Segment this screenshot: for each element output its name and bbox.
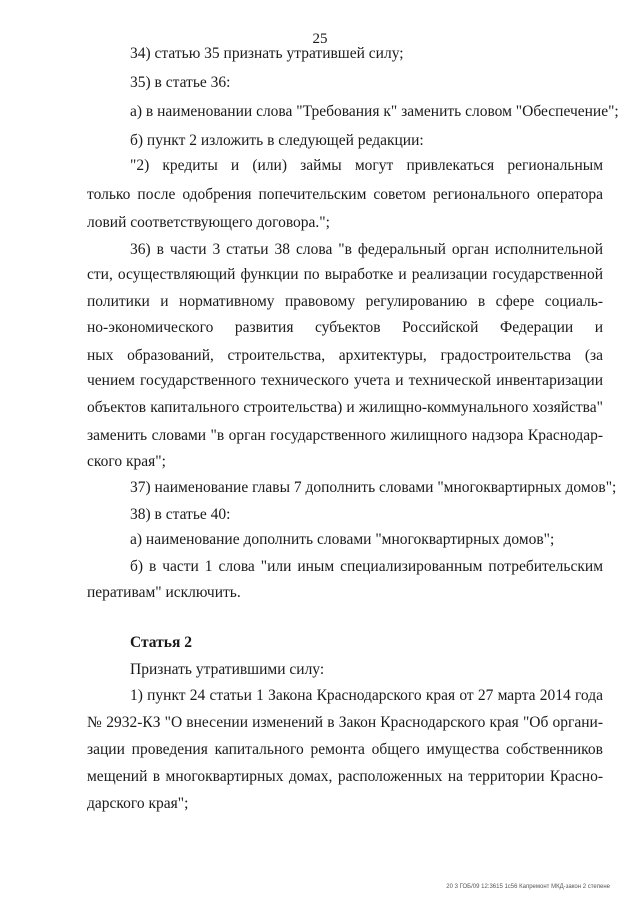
article-line: дарского края"; [87,795,189,812]
paragraph-item-38: 38) в статье 40: [130,506,231,523]
article-line: зации проведения капитального ремонта общего имущества собственников [87,741,603,758]
quote-line: "2) кредиты и (или) займы могут привлекаться региональным [130,157,603,174]
paragraph-item-34: 34) статью 35 признать утратившей силу; [130,45,404,62]
paragraph-line: объектов капитального строительства) и жилищно-коммунального хозяйства" [87,399,603,416]
quote-line: только после одобрения попечительским советом регионального оператора [87,186,603,203]
paragraph-line: заменить словами "в орган государственного жилищного надзора Краснодар- [87,427,603,444]
article-line: № 2932-КЗ "О внесении изменений в Закон Краснодарского края "Об органи- [87,714,603,731]
paragraph-item-38b: б) в части 1 слова "или иным специализированным потребительским [130,558,603,575]
paragraph-item-37: 37) наименование главы 7 дополнить словами "многоквартирных домов"; [130,479,617,496]
paragraph-item-35a: а) в наименовании слова "Требования к" заменить словом "Обеспечение"; [130,103,619,120]
article-line: мещений в многоквартирных домах, расположенных на территории Красно- [87,768,603,785]
paragraph-line: ского края"; [87,453,166,470]
quote-line: ловий соответствующего договора."; [87,214,330,231]
paragraph-item-35b: б) пункт 2 изложить в следующей редакции: [130,132,424,149]
page-number: 25 [312,31,328,47]
paragraph-line: чением государственного технического учета и технической инвентаризации [87,372,603,389]
paragraph-item-36: 36) в части 3 статьи 38 слова "в федеральный орган исполнительной [130,241,603,258]
paragraph-line: перативам" исключить. [87,584,241,601]
paragraph-item-38a: а) наименование дополнить словами "многоквартирных домов"; [130,531,555,548]
article-heading: Статья 2 [130,634,192,651]
document-footer: 20 3 ГОБ/09 12:3615 1с56 Капремонт МКД-закон 2 степене [446,884,610,890]
article-intro: Признать утратившими силу: [130,661,325,678]
paragraph-item-35: 35) в статье 36: [130,74,231,91]
paragraph-line: но-экономического развития субъектов Российской Федерации и [87,319,603,336]
article-item-1: 1) пункт 24 статьи 1 Закона Краснодарского края от 27 марта 2014 года [130,687,603,704]
paragraph-line: политики и нормативному правовому регулированию в сфере социаль- [87,293,603,310]
paragraph-line: сти, осуществляющий функции по выработке и реализации государственной [87,266,603,283]
paragraph-line: ных образований, строительства, архитектуры, градостроительства (за [87,347,603,364]
